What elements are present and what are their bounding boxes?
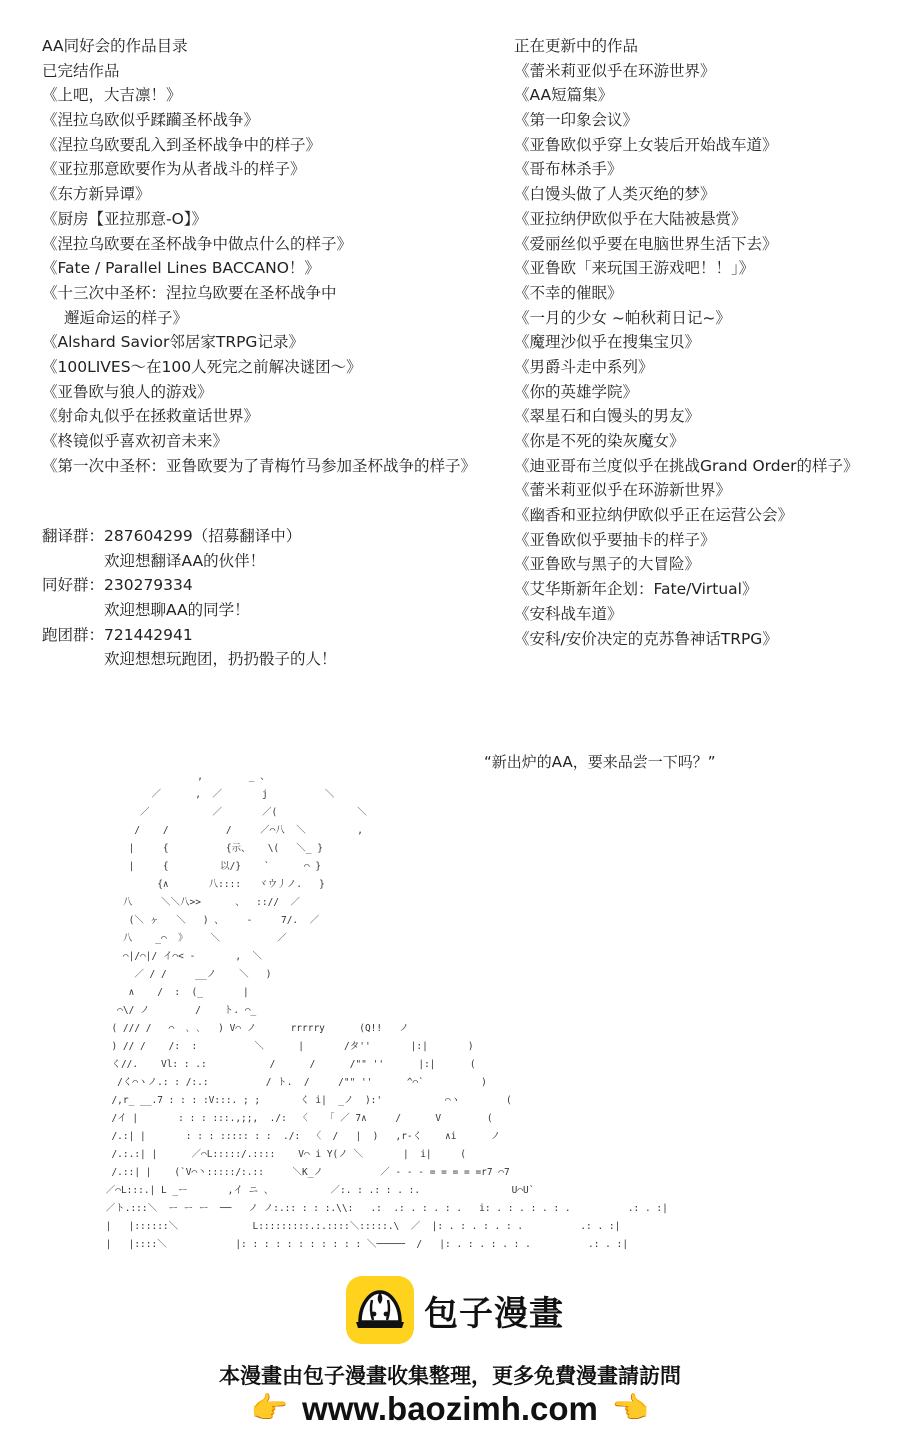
site-notice: 本漫畫由包子漫畫收集整理，更多免費漫畫請訪問 — [219, 1364, 681, 1388]
work-title: 《涅拉乌欧似乎蹂躏圣杯战争》 — [42, 111, 260, 130]
translation-group-number: 287604299（招募翻译中） — [104, 527, 302, 545]
work-title: 《Alshard Savior邻居家TRPG记录》 — [42, 333, 304, 352]
ongoing-title: 正在更新中的作品 — [514, 37, 639, 55]
run-group-note: 欢迎想想玩跑团，扔扔骰子的人！ — [104, 650, 337, 669]
work-title: 《上吧，大吉凛！》 — [42, 86, 182, 105]
translation-group-note: 欢迎想翻译AA的伙伴！ — [104, 551, 266, 570]
work-title: 《亚鲁欧与黑子的大冒险》 — [514, 555, 701, 574]
catalog-title: AA同好会的作品目录 — [42, 37, 188, 55]
work-title: 《Fate / Parallel Lines BACCANO！》 — [42, 259, 320, 278]
fan-group-number: 230279334 — [104, 576, 193, 595]
completed-works-column — [42, 34, 492, 478]
work-title: 《东方新异谭》 — [42, 185, 151, 204]
ascii-art-illustration: , _ 、 ／ , ／ j ＼ ／ ／ ／( ＼ / / / ／⌒八 ＼ , | { {示、 \( ＼_ } | { 以/} ` ⌒ } {∧ 八:::: ヾウ丿ノ. } 八 ＼＼八>> 、 ::// ／ (＼ ヶ ＼ ) 、 ‐ 7/. ／ 八 _⌒ 》 ＼ ／ ⌒|/⌒|/ イ⌒< ‐ , ＼ ／ / / __ノ ＼ ) ∧ / : (_ | ⌒\/ ノ / ト. ⌒_ ( /// / ⌒ ､ ､ ) V⌒ ノ rrrrry (Q!! ノ ) // / /: : ＼ | /タ'' |:| ) く//. Vl: : .: / / /"" '' |:| ( /く⌒ヽノ.: : /:.: / ト. / /"" '' ^⌒` ) /,r_ __.7 : : : :V:::. ; ; く i| _ノ ):' ⌒ヽ ( /イ | : : : :::.,;;, ./: 〈 「 ／ 7∧ / V ( /.:| | : : : ::::: : : ./: 〈 / | ) ,r‐く ∧i ノ /.:.:| | ／⌒L:::::/.:::: V⌒ i Y(ノ ＼ | i| ( /.::| | (`V⌒丶:::::/:.:: ＼K_ノ ／ ‐ ‐ ‐ = = = = =r7 ⌒7 ／⌒L:::.| L _ー ,イ ニ 、 ／:. : .: : . :. U⌒U` ／ト.:::＼ ー ー ー ── ノ ノ:.:: : : :.\\: .: .: . : . : . i: . : . : . : . .: . :| | |::::::＼ L:::::::::.:.::::＼:::::.\ ／ |: . : . : . : . .: . :| | |::::＼ |: : : : : : : : : : : ＼───── / |: . : . : . : . .: . :| — [105, 771, 668, 1250]
work-title: 《亚鲁欧似乎穿上女装后开始战车道》 — [514, 135, 778, 154]
work-title: 《安科/安价决定的克苏鲁神话TRPG》 — [514, 629, 778, 648]
translation-group — [42, 524, 337, 549]
work-title: 《爱丽丝似乎要在电脑世界生活下去》 — [514, 234, 778, 253]
footer-banner — [0, 1268, 900, 1451]
work-title: 《白馒头做了人类灭绝的梦》 — [514, 185, 716, 204]
group-contacts — [42, 524, 337, 672]
work-title-continued: 邂逅命运的样子》 — [64, 308, 189, 327]
work-title: 《AA短篇集》 — [514, 86, 614, 105]
work-title: 《涅拉乌欧要在圣杯战争中做点什么的样子》 — [42, 234, 353, 253]
work-title: 《亚鲁欧似乎要抽卡的样子》 — [514, 530, 716, 549]
work-title: 《蕾米莉亚似乎在环游世界》 — [514, 61, 716, 80]
work-title: 《不幸的催眠》 — [514, 283, 623, 302]
ongoing-works-column — [514, 34, 894, 651]
work-title: 《迪亚哥布兰度似乎在挑战Grand Order的样子》 — [514, 456, 859, 475]
work-title: 《艾华斯新年企划：Fate/Virtual》 — [514, 580, 758, 599]
work-title: 《亚鲁欧「来玩国王游戏吧！！」》 — [514, 259, 755, 278]
work-title: 《亚鲁欧与狼人的游戏》 — [42, 382, 213, 401]
work-title: 《幽香和亚拉纳伊欧似乎正在运营公会》 — [514, 506, 794, 525]
work-title: 《魔理沙似乎在搜集宝贝》 — [514, 333, 701, 352]
work-title: 《哥布林杀手》 — [514, 160, 623, 179]
work-title: 《你是不死的染灰魔女》 — [514, 432, 685, 450]
work-title: 《亚拉纳伊欧似乎在大陆被悬赏》 — [514, 209, 747, 228]
speech-quote: “新出炉的AA，要来品尝一下吗？” — [484, 753, 716, 771]
work-title: 《100LIVES～在100人死完之前解决谜团～》 — [42, 357, 362, 376]
site-url-link[interactable]: www.baozimh.com — [302, 1390, 598, 1427]
work-title: 《十三次中圣杯：涅拉乌欧要在圣杯战争中 — [42, 283, 337, 302]
fan-group — [42, 573, 337, 598]
work-title: 《第一次中圣杯：亚鲁欧要为了青梅竹马参加圣杯战争的样子》 — [42, 456, 477, 475]
work-title: 《厨房【亚拉那意-O】》 — [42, 209, 208, 228]
work-title: 《男爵斗走中系列》 — [514, 357, 654, 376]
pointing-left-hand-icon: 👈 — [611, 1391, 650, 1426]
brand-name: 包子漫畫 — [424, 1293, 564, 1334]
work-title: 《蕾米莉亚似乎在环游新世界》 — [514, 481, 732, 500]
work-title: 《射命丸似乎在拯救童话世界》 — [42, 407, 260, 426]
baozi-logo-icon — [346, 1276, 414, 1344]
brand[interactable] — [346, 1276, 564, 1344]
work-title: 《亚拉那意欧要作为从者战斗的样子》 — [42, 160, 306, 179]
work-title: 《第一印象会议》 — [514, 111, 639, 130]
work-title: 《涅拉乌欧要乱入到圣杯战争中的样子》 — [42, 135, 322, 154]
work-title: 《安科战车道》 — [514, 604, 623, 623]
fan-group-label: 同好群： — [42, 576, 105, 595]
pointing-right-hand-icon: 👉 — [250, 1391, 289, 1426]
run-group-number: 721442941 — [104, 625, 193, 644]
run-group-label: 跑团群： — [42, 625, 105, 644]
work-title: 《柊镜似乎喜欢初音未来》 — [42, 432, 229, 450]
work-title: 《你的英雄学院》 — [514, 382, 639, 401]
work-title: 《一月的少女 ~帕秋莉日记~》 — [514, 308, 731, 327]
work-title: 《翠星石和白馒头的男友》 — [514, 407, 701, 426]
translation-group-label: 翻译群： — [42, 527, 105, 545]
url-row — [0, 1390, 900, 1428]
completed-label: 已完结作品 — [42, 61, 120, 80]
fan-group-note: 欢迎想聊AA的同学！ — [104, 601, 250, 620]
run-group — [42, 623, 337, 648]
